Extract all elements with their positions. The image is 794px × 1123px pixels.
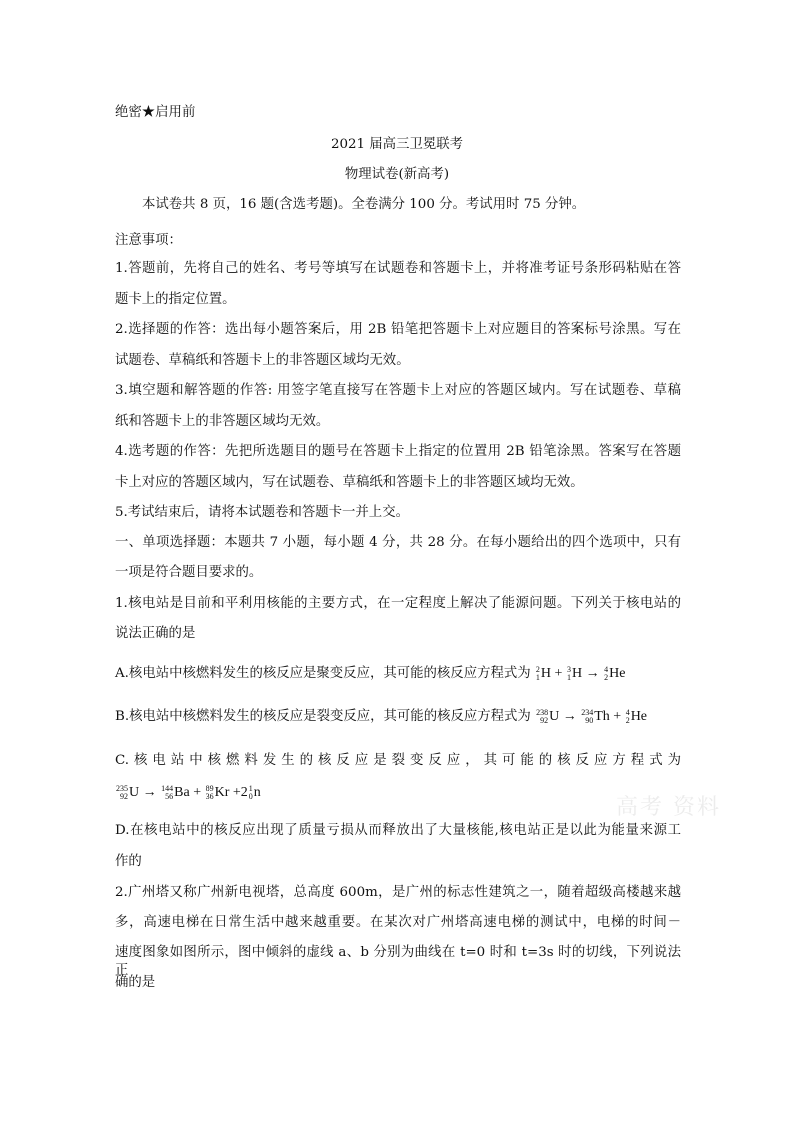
plus-sign: + [232, 785, 241, 801]
watermark: 高考 资料 [616, 795, 721, 820]
atomic-number: 92 [540, 715, 549, 725]
notes-heading: 注意事项： [115, 233, 182, 248]
element-symbol: U [129, 785, 140, 800]
mass-number: 238 [536, 707, 549, 717]
q2-stem-line-1: 2.广州塔又称广州新电视塔，总高度 600m，是广州的标志性建筑之一，随着超级高楼越来越 [115, 885, 681, 900]
q1-option-b [115, 708, 647, 726]
coefficient: 2 [240, 785, 248, 801]
nuclide [604, 665, 625, 683]
element-symbol: Kr [214, 785, 230, 800]
note-2-line-1: 2.选择题的作答：选出每小题答案后，用 2B 铅笔把答题卡上对应题目的答案标号涂黑。写在 [115, 322, 681, 337]
atomic-number: 92 [120, 791, 128, 801]
element-symbol: He [609, 666, 626, 681]
note-2-line-2: 试题卷、草稿纸和答题卡上的非答题区域均无效。 [115, 353, 410, 368]
nuclide [567, 665, 582, 683]
atomic-number: 1 [535, 672, 540, 682]
atomic-number: 90 [585, 715, 594, 725]
mass-number: 4 [625, 707, 630, 717]
element-symbol: n [253, 785, 261, 800]
q2-stem-line-3: 速度图象如图所示，图中倾斜的虚线 a、b 分别为曲线在 t=0 时和 t=3s 时的切线，下列说法正 [115, 945, 681, 978]
nuclide [536, 708, 559, 726]
section-1-heading-line-2: 一项是符合题目要求的。 [115, 565, 263, 580]
nuclide [626, 708, 647, 726]
element-symbol: Th [594, 709, 610, 724]
subject-title: 物理试卷(新高考) [344, 167, 450, 182]
element-symbol: Ba [174, 785, 190, 800]
mass-number: 4 [604, 664, 609, 674]
note-3-line-2: 纸和答题卡上的非答题区域均无效。 [115, 414, 330, 429]
note-4-line-1: 4.选考题的作答：先把所选题目的题号在答题卡上指定的位置用 2B 铅笔涂黑。答案写在答题 [115, 444, 681, 459]
mass-number: 144 [161, 783, 174, 793]
atomic-number: 56 [165, 791, 174, 801]
note-4-line-2: 卡上对应的答题区域内，写在试题卷、草稿纸和答题卡上的非答题区域均无效。 [115, 475, 584, 490]
note-5: 5.考试结束后，请将本试题卷和答题卡一并上交。 [115, 505, 409, 520]
q1-option-a-equation [535, 666, 625, 681]
q2-stem-line-4: 确的是 [115, 975, 156, 990]
arrow-icon: → [585, 666, 600, 682]
note-1-line-2: 题卡上的指定位置。 [115, 292, 236, 307]
arrow-icon: → [142, 785, 157, 801]
note-1-line-1: 1.答题前，先将自己的姓名、考号等填写在试题卷和答题卡上，并将准考证号条形码粘贴在答 [115, 261, 681, 276]
nuclide [249, 784, 261, 802]
mass-number: 235 [116, 783, 128, 793]
q1-option-a [115, 665, 625, 683]
q1-option-c-equation [115, 784, 261, 802]
element-symbol: H [540, 666, 552, 681]
q1-option-b-text: B.核电站中核燃料发生的核反应是裂变反应，其可能的核反应方程式为 [115, 709, 531, 725]
atomic-number: 1 [566, 672, 571, 682]
atomic-number: 36 [205, 791, 214, 801]
q1-option-d-line-2: 作的 [115, 854, 142, 869]
q1-stem-line-1: 1.核电站是目前和平利用核能的主要方式，在一定程度上解决了能源问题。下列关于核电站的 [115, 596, 681, 611]
atomic-number: 2 [604, 672, 609, 682]
element-symbol: U [549, 709, 560, 724]
nuclide [161, 784, 190, 802]
nuclide [206, 784, 230, 802]
atomic-number: 2 [625, 715, 630, 725]
arrow-icon: → [562, 709, 577, 725]
nuclide [536, 665, 551, 683]
plus-sign: + [193, 785, 202, 801]
exam-title: 2021 届高三卫冕联考 [330, 137, 464, 152]
mass-number: 89 [205, 783, 214, 793]
exam-intro: 本试卷共 8 页，16 题(含选考题)。全卷满分 100 分。考试用时 75 分钟。 [142, 197, 586, 212]
q1-option-b-equation [535, 709, 647, 724]
q2-stem-line-2: 多，高速电梯在日常生活中越来越重要。在某次对广州塔高速电梯的测试中，电梯的时间－ [115, 915, 681, 930]
plus-sign: + [554, 666, 563, 682]
element-symbol: H [571, 666, 583, 681]
mass-number: 2 [535, 664, 540, 674]
secret-label: 绝密★启用前 [115, 105, 196, 120]
q1-option-c-text: C.核电站中核燃料发生的核反应是裂变反应，其可能的核反应方程式为 [115, 753, 681, 768]
mass-number: 3 [566, 664, 571, 674]
q1-option-a-text: A.核电站中核燃料发生的核反应是聚变反应，其可能的核反应方程式为 [115, 666, 531, 682]
note-3-line-1: 3.填空题和解答题的作答: 用签字笔直接写在答题卡上对应的答题区域内。写在试题卷、草稿 [115, 383, 681, 398]
section-1-heading-line-1: 一、单项选择题：本题共 7 小题，每小题 4 分，共 28 分。在每小题给出的四个选项中，只有 [115, 535, 681, 550]
atomic-number: 0 [248, 791, 253, 801]
plus-sign: + [613, 709, 622, 725]
nuclide [116, 784, 139, 802]
mass-number: 234 [581, 707, 594, 717]
element-symbol: He [630, 709, 648, 724]
q1-stem-line-2: 说法正确的是 [115, 626, 196, 641]
mass-number: 1 [248, 783, 253, 793]
q1-option-d-line-1: D.在核电站中的核反应出现了质量亏损从而释放出了大量核能,核电站正是以此为能量来源工 [115, 823, 681, 838]
nuclide [581, 708, 610, 726]
